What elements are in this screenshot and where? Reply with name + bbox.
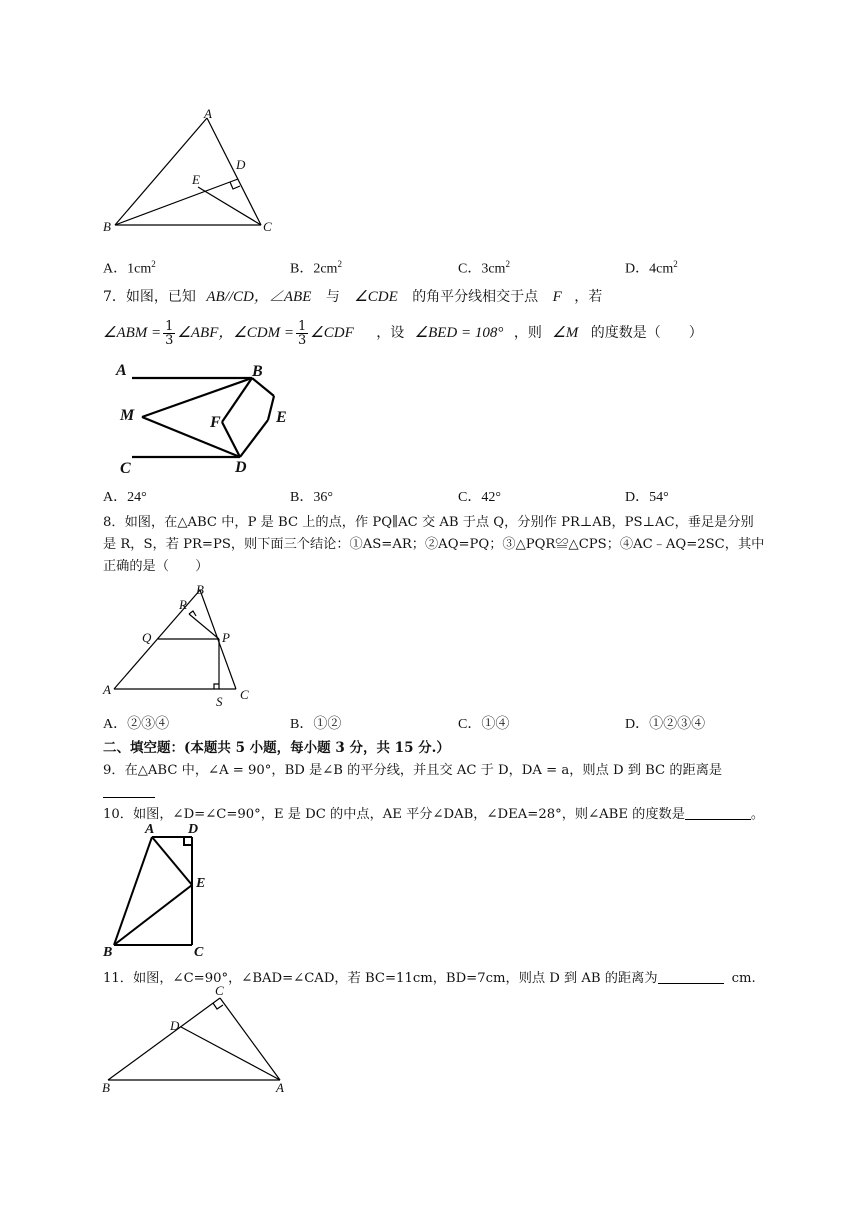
q10-label-e: E bbox=[196, 876, 206, 891]
option-value: 54° bbox=[649, 490, 669, 505]
option-sup: 2 bbox=[505, 259, 510, 269]
option-value: 36° bbox=[313, 490, 333, 505]
q7-question-end: 的度数是（ ） bbox=[590, 325, 703, 341]
q8-line3: 正确的是（ ） bbox=[103, 559, 209, 574]
q7-label-b: B bbox=[252, 363, 263, 380]
q8-line2: 是 R，S，若 PR=PS，则下面三个结论：①AS=AR；②AQ=PQ；③△PQR≌△CPS；④AC﹣AQ=2SC，其中 bbox=[103, 537, 765, 552]
q7-set: ，设 bbox=[376, 325, 405, 341]
option-sup: 2 bbox=[673, 259, 678, 269]
q7-option-c[interactable] bbox=[458, 489, 501, 507]
q10-label-a: A bbox=[145, 822, 155, 837]
q9-answer-blank[interactable] bbox=[103, 783, 155, 798]
q8-option-d[interactable] bbox=[625, 716, 705, 734]
q6-option-b[interactable] bbox=[290, 255, 342, 279]
option-letter: A． bbox=[103, 490, 128, 505]
section-heading-fill-blank: 二、填空题：(本题共 5 小题，每小题 3 分，共 15 分.） bbox=[103, 740, 450, 756]
q11-label-d: D bbox=[170, 1018, 180, 1033]
option-value: ①④ bbox=[481, 717, 510, 732]
q11-right-triangle-figure bbox=[100, 990, 300, 1090]
q7-option-a[interactable] bbox=[103, 489, 147, 507]
q10-answer-blank[interactable] bbox=[685, 805, 751, 820]
q10-line bbox=[103, 805, 764, 824]
q7-angle-m: ∠M bbox=[552, 325, 579, 341]
q8-option-a[interactable] bbox=[103, 716, 169, 734]
q7-prefix: 7．如图，已知 bbox=[103, 289, 196, 305]
option-value: ①② bbox=[313, 717, 342, 732]
q7-label-m: M bbox=[120, 407, 135, 424]
q7-frac-2 bbox=[296, 320, 308, 347]
option-letter: A． bbox=[103, 261, 128, 277]
q7-line1 bbox=[103, 288, 602, 306]
q7-option-d[interactable] bbox=[625, 489, 669, 507]
q7-cond1: AB//CD，∠ABE bbox=[206, 289, 312, 305]
q7-option-b[interactable] bbox=[290, 489, 333, 507]
q7-label-a: A bbox=[116, 362, 127, 379]
q7-label-d: D bbox=[235, 459, 247, 476]
q7-bed: ∠BED = 108° bbox=[414, 325, 504, 341]
q7-point-f: F bbox=[552, 289, 562, 305]
q8-option-c[interactable] bbox=[458, 716, 509, 734]
q7-then: ，则 bbox=[513, 325, 542, 341]
q6-option-d[interactable] bbox=[625, 255, 678, 279]
q8-label-p: P bbox=[222, 630, 230, 645]
q10-label-d: D bbox=[188, 822, 199, 837]
option-value: 4cm bbox=[649, 261, 674, 277]
q10-end: 。 bbox=[750, 807, 765, 822]
q7-cdm-rhs: ∠CDF bbox=[310, 325, 354, 341]
q11-unit: cm. bbox=[731, 971, 756, 986]
option-value: ①②③④ bbox=[649, 717, 706, 732]
q11-label-a: A bbox=[276, 1080, 284, 1095]
q8-label-q: Q bbox=[142, 630, 152, 645]
option-letter: A． bbox=[103, 717, 128, 732]
option-letter: C． bbox=[458, 261, 482, 277]
q7-cond2: ∠CDE bbox=[354, 289, 398, 305]
q6-option-c[interactable] bbox=[458, 255, 510, 279]
q6-label-b: B bbox=[103, 219, 111, 234]
option-letter: D． bbox=[625, 490, 650, 505]
option-letter: D． bbox=[625, 261, 650, 277]
option-letter: B． bbox=[290, 490, 314, 505]
q9-line1: 9．在△ABC 中，∠A = 90°，BD 是∠B 的平分线，并且交 AC 于 D，DA = a，则点 D 到 BC 的距离是 bbox=[103, 763, 723, 778]
frac-num: 1 bbox=[298, 318, 307, 334]
q7-label-f: F bbox=[210, 414, 221, 431]
q11-text: 11．如图，∠C=90°，∠BAD=∠CAD，若 BC=11cm，BD=7cm，则点 D 到 AB 的距离为 bbox=[103, 971, 658, 986]
q8-label-s: S bbox=[216, 694, 223, 709]
option-letter: B． bbox=[290, 261, 314, 277]
q8-label-a: A bbox=[103, 682, 111, 697]
q6-label-c: C bbox=[263, 219, 272, 234]
q11-label-b: B bbox=[102, 1080, 110, 1095]
q7-label-e: E bbox=[276, 409, 287, 426]
q6-label-a: A bbox=[204, 106, 212, 121]
q10-quadrilateral-figure bbox=[100, 825, 220, 965]
q7-abm-lhs: ∠ABM = bbox=[103, 325, 162, 341]
q8-label-r: R bbox=[179, 597, 187, 612]
q8-line1: 8．如图，在△ABC 中，P 是 BC 上的点，作 PQ∥AC 交 AB 于点 Q，分别作 PR⊥AB，PS⊥AC，垂足是分别 bbox=[103, 515, 754, 530]
q11-line bbox=[103, 969, 756, 988]
q11-label-c: C bbox=[215, 983, 224, 998]
q6-label-e: E bbox=[192, 172, 200, 187]
q11-answer-blank[interactable] bbox=[658, 969, 724, 984]
option-value: 2cm bbox=[313, 261, 338, 277]
option-letter: C． bbox=[458, 490, 482, 505]
q7-with: 与 bbox=[325, 289, 340, 305]
option-letter: B． bbox=[290, 717, 314, 732]
option-value: 3cm bbox=[481, 261, 506, 277]
q7-end: ，若 bbox=[574, 289, 603, 305]
option-letter: D． bbox=[625, 717, 650, 732]
option-sup: 2 bbox=[337, 259, 342, 269]
frac-num: 1 bbox=[165, 318, 174, 334]
option-value: ②③④ bbox=[127, 717, 170, 732]
q10-label-c: C bbox=[194, 945, 204, 960]
q7-abm-rhs: ∠ABF，∠CDM = bbox=[177, 325, 295, 341]
option-value: 1cm bbox=[127, 261, 152, 277]
q7-line2 bbox=[103, 318, 703, 348]
option-letter: C． bbox=[458, 717, 482, 732]
q8-label-c: C bbox=[240, 687, 249, 702]
frac-den: 3 bbox=[165, 332, 174, 348]
q8-option-b[interactable] bbox=[290, 716, 341, 734]
q8-label-b: B bbox=[196, 582, 204, 597]
option-sup: 2 bbox=[151, 259, 156, 269]
q7-label-c: C bbox=[120, 460, 131, 477]
q10-label-b: B bbox=[103, 945, 113, 960]
q6-option-a[interactable] bbox=[103, 255, 156, 279]
q6-label-d: D bbox=[236, 157, 246, 172]
option-value: 24° bbox=[127, 490, 147, 505]
q7-mid: 的角平分线相交于点 bbox=[412, 289, 539, 305]
q7-frac-1 bbox=[163, 320, 175, 347]
option-value: 42° bbox=[481, 490, 501, 505]
q10-text: 10．如图，∠D=∠C=90°，E 是 DC 的中点，AE 平分∠DAB，∠DEA=28°，则∠ABE 的度数是 bbox=[103, 807, 685, 822]
frac-den: 3 bbox=[298, 332, 307, 348]
